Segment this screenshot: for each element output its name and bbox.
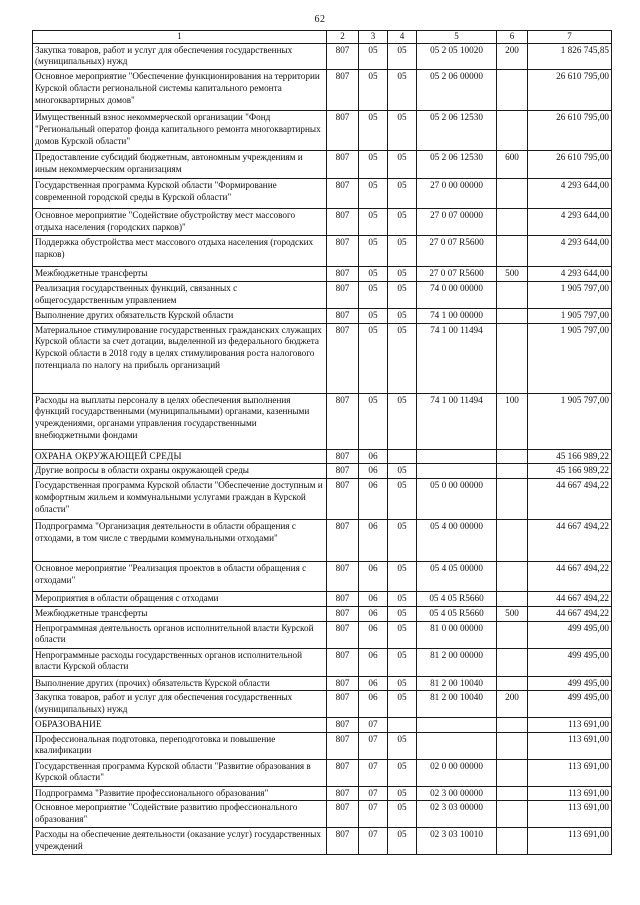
row-sum: 1 905 797,00 bbox=[528, 308, 612, 323]
row-subsection-code: 05 bbox=[388, 732, 417, 759]
row-sum: 1 826 745,85 bbox=[528, 43, 612, 70]
row-name: Другие вопросы в области охраны окружающей среды bbox=[33, 464, 327, 479]
row-subsection-code: 05 bbox=[388, 648, 417, 676]
row-section-code: 05 bbox=[359, 323, 388, 393]
row-subsection-code bbox=[388, 449, 417, 464]
row-subsection-code bbox=[388, 717, 417, 732]
row-section-code: 06 bbox=[359, 449, 388, 464]
row-ministry-code: 807 bbox=[327, 479, 359, 520]
row-ministry-code: 807 bbox=[327, 562, 359, 592]
header-ministry: 2 bbox=[327, 31, 359, 44]
row-expense-kind bbox=[497, 676, 528, 691]
row-sum: 4 293 644,00 bbox=[528, 179, 612, 209]
row-section-code: 06 bbox=[359, 621, 388, 648]
row-target-code bbox=[417, 717, 497, 732]
row-subsection-code: 05 bbox=[388, 70, 417, 111]
table-row bbox=[33, 281, 612, 308]
row-subsection-code: 05 bbox=[388, 479, 417, 520]
row-subsection-code: 05 bbox=[388, 801, 417, 828]
table-row bbox=[33, 209, 612, 236]
row-target-code: 74 1 00 11494 bbox=[417, 393, 497, 449]
row-ministry-code: 807 bbox=[327, 179, 359, 209]
row-ministry-code: 807 bbox=[327, 828, 359, 855]
table-row bbox=[33, 801, 612, 828]
header-subsection: 4 bbox=[388, 31, 417, 44]
row-subsection-code: 05 bbox=[388, 323, 417, 393]
row-sum: 1 905 797,00 bbox=[528, 393, 612, 449]
table-row bbox=[33, 592, 612, 607]
row-ministry-code: 807 bbox=[327, 111, 359, 151]
row-sum: 113 691,00 bbox=[528, 786, 612, 801]
row-expense-kind bbox=[497, 179, 528, 209]
row-subsection-code: 05 bbox=[388, 691, 417, 718]
row-ministry-code: 807 bbox=[327, 151, 359, 179]
row-expense-kind bbox=[497, 759, 528, 786]
row-ministry-code: 807 bbox=[327, 520, 359, 562]
header-target: 5 bbox=[417, 31, 497, 44]
row-section-code: 05 bbox=[359, 209, 388, 236]
row-ministry-code: 807 bbox=[327, 676, 359, 691]
row-sum: 499 495,00 bbox=[528, 621, 612, 648]
row-subsection-code: 05 bbox=[388, 179, 417, 209]
row-sum: 113 691,00 bbox=[528, 732, 612, 759]
row-name: Закупка товаров, работ и услуг для обеспечения государственных (муниципальных) нужд bbox=[33, 43, 327, 70]
row-sum: 113 691,00 bbox=[528, 828, 612, 855]
row-ministry-code: 807 bbox=[327, 592, 359, 607]
table-row bbox=[33, 236, 612, 267]
row-ministry-code: 807 bbox=[327, 236, 359, 267]
row-target-code: 05 2 06 00000 bbox=[417, 70, 497, 111]
row-sum: 499 495,00 bbox=[528, 648, 612, 676]
table-row bbox=[33, 691, 612, 718]
row-expense-kind bbox=[497, 520, 528, 562]
row-target-code: 05 4 00 00000 bbox=[417, 520, 497, 562]
table-row bbox=[33, 70, 612, 111]
row-ministry-code: 807 bbox=[327, 606, 359, 621]
row-target-code: 05 0 00 00000 bbox=[417, 479, 497, 520]
row-sum: 44 667 494,22 bbox=[528, 592, 612, 607]
row-target-code bbox=[417, 464, 497, 479]
row-name: Основное мероприятие "Реализация проектов в области обращения с отходами" bbox=[33, 562, 327, 592]
row-name: ОБРАЗОВАНИЕ bbox=[33, 717, 327, 732]
table-row bbox=[33, 786, 612, 801]
row-target-code: 81 2 00 10040 bbox=[417, 691, 497, 718]
row-ministry-code: 807 bbox=[327, 801, 359, 828]
row-subsection-code: 05 bbox=[388, 267, 417, 282]
row-section-code: 06 bbox=[359, 562, 388, 592]
row-subsection-code: 05 bbox=[388, 151, 417, 179]
row-sum: 26 610 795,00 bbox=[528, 111, 612, 151]
row-section-code: 06 bbox=[359, 676, 388, 691]
row-ministry-code: 807 bbox=[327, 393, 359, 449]
row-expense-kind bbox=[497, 308, 528, 323]
header-name: 1 bbox=[33, 31, 327, 44]
row-name: Основное мероприятие "Содействие развитию профессионального образования" bbox=[33, 801, 327, 828]
row-name: Профессиональная подготовка, переподготовка и повышение квалификации bbox=[33, 732, 327, 759]
row-target-code: 74 1 00 11494 bbox=[417, 323, 497, 393]
table-row bbox=[33, 43, 612, 70]
row-subsection-code: 05 bbox=[388, 209, 417, 236]
row-subsection-code: 05 bbox=[388, 281, 417, 308]
row-name: Поддержка обустройства мест массового отдыха населения (городских парков) bbox=[33, 236, 327, 267]
section-row bbox=[33, 717, 612, 732]
row-expense-kind bbox=[497, 621, 528, 648]
row-subsection-code: 05 bbox=[388, 308, 417, 323]
row-sum: 113 691,00 bbox=[528, 801, 612, 828]
row-ministry-code: 807 bbox=[327, 281, 359, 308]
row-name: Подпрограмма "Организация деятельности в области обращения с отходами, в том числе с твердыми коммунальными отходами" bbox=[33, 520, 327, 562]
row-name: Государственная программа Курской области "Формирование современной городской среды в Курской области" bbox=[33, 179, 327, 209]
table-row bbox=[33, 308, 612, 323]
row-expense-kind bbox=[497, 281, 528, 308]
row-subsection-code: 05 bbox=[388, 786, 417, 801]
row-name: Мероприятия в области обращения с отходами bbox=[33, 592, 327, 607]
row-sum: 1 905 797,00 bbox=[528, 323, 612, 393]
row-sum: 4 293 644,00 bbox=[528, 236, 612, 267]
row-target-code: 05 2 05 10020 bbox=[417, 43, 497, 70]
row-name: Материальное стимулирование государственных гражданских служащих Курской области за счет дотации, выделенной из федерального бюджета Курской области в 2018 году в целях стимулирования роста налогового потенциала по налогу на прибыль организаций bbox=[33, 323, 327, 393]
page-number: 62 bbox=[314, 14, 326, 25]
row-subsection-code: 05 bbox=[388, 236, 417, 267]
row-sum: 44 667 494,22 bbox=[528, 606, 612, 621]
row-ministry-code: 807 bbox=[327, 464, 359, 479]
row-subsection-code: 05 bbox=[388, 828, 417, 855]
table-row bbox=[33, 606, 612, 621]
row-section-code: 05 bbox=[359, 308, 388, 323]
row-ministry-code: 807 bbox=[327, 717, 359, 732]
row-ministry-code: 807 bbox=[327, 209, 359, 236]
row-name: Межбюджетные трансферты bbox=[33, 267, 327, 282]
row-subsection-code: 05 bbox=[388, 43, 417, 70]
row-expense-kind bbox=[497, 828, 528, 855]
row-target-code: 27 0 07 R5600 bbox=[417, 236, 497, 267]
row-subsection-code: 05 bbox=[388, 562, 417, 592]
row-section-code: 07 bbox=[359, 759, 388, 786]
row-sum: 113 691,00 bbox=[528, 717, 612, 732]
table-row bbox=[33, 479, 612, 520]
row-name: Закупка товаров, работ и услуг для обеспечения государственных (муниципальных) нужд bbox=[33, 691, 327, 718]
row-sum: 44 667 494,22 bbox=[528, 479, 612, 520]
row-ministry-code: 807 bbox=[327, 267, 359, 282]
row-target-code: 27 0 07 R5600 bbox=[417, 267, 497, 282]
row-expense-kind bbox=[497, 648, 528, 676]
row-target-code: 02 3 03 10010 bbox=[417, 828, 497, 855]
row-section-code: 05 bbox=[359, 267, 388, 282]
row-subsection-code: 05 bbox=[388, 759, 417, 786]
table-row bbox=[33, 648, 612, 676]
row-target-code: 81 0 00 00000 bbox=[417, 621, 497, 648]
row-section-code: 05 bbox=[359, 43, 388, 70]
budget-table bbox=[32, 30, 612, 855]
row-name: Основное мероприятие "Содействие обустройству мест массового отдыха населения (городских парков)" bbox=[33, 209, 327, 236]
row-target-code bbox=[417, 732, 497, 759]
table-row bbox=[33, 562, 612, 592]
row-expense-kind: 200 bbox=[497, 691, 528, 718]
row-expense-kind bbox=[497, 562, 528, 592]
row-expense-kind bbox=[497, 111, 528, 151]
table-header-row bbox=[33, 31, 612, 44]
row-expense-kind: 200 bbox=[497, 43, 528, 70]
row-target-code: 74 1 00 00000 bbox=[417, 308, 497, 323]
row-expense-kind bbox=[497, 479, 528, 520]
row-target-code: 02 3 03 00000 bbox=[417, 801, 497, 828]
row-target-code: 02 3 00 00000 bbox=[417, 786, 497, 801]
table-row bbox=[33, 111, 612, 151]
row-section-code: 06 bbox=[359, 648, 388, 676]
row-ministry-code: 807 bbox=[327, 43, 359, 70]
row-section-code: 07 bbox=[359, 828, 388, 855]
row-name: Межбюджетные трансферты bbox=[33, 606, 327, 621]
row-expense-kind bbox=[497, 717, 528, 732]
row-ministry-code: 807 bbox=[327, 449, 359, 464]
row-target-code: 05 2 06 12530 bbox=[417, 151, 497, 179]
row-subsection-code: 05 bbox=[388, 464, 417, 479]
row-ministry-code: 807 bbox=[327, 308, 359, 323]
row-section-code: 05 bbox=[359, 236, 388, 267]
row-sum: 4 293 644,00 bbox=[528, 209, 612, 236]
row-section-code: 06 bbox=[359, 520, 388, 562]
row-target-code: 05 4 05 R5660 bbox=[417, 592, 497, 607]
header-kind: 6 bbox=[497, 31, 528, 44]
row-subsection-code: 05 bbox=[388, 621, 417, 648]
row-target-code: 74 0 00 00000 bbox=[417, 281, 497, 308]
table-row bbox=[33, 732, 612, 759]
row-expense-kind: 500 bbox=[497, 606, 528, 621]
table-row bbox=[33, 267, 612, 282]
row-expense-kind bbox=[497, 70, 528, 111]
table-row bbox=[33, 520, 612, 562]
row-expense-kind bbox=[497, 801, 528, 828]
row-subsection-code: 05 bbox=[388, 520, 417, 562]
row-expense-kind bbox=[497, 786, 528, 801]
row-name: Реализация государственных функций, связанных с общегосударственным управлением bbox=[33, 281, 327, 308]
row-section-code: 07 bbox=[359, 717, 388, 732]
row-section-code: 06 bbox=[359, 592, 388, 607]
row-sum: 499 495,00 bbox=[528, 691, 612, 718]
row-sum: 113 691,00 bbox=[528, 759, 612, 786]
table-row bbox=[33, 676, 612, 691]
row-target-code: 81 2 00 00000 bbox=[417, 648, 497, 676]
row-section-code: 05 bbox=[359, 151, 388, 179]
table-row bbox=[33, 323, 612, 393]
table-row bbox=[33, 621, 612, 648]
row-name: ОХРАНА ОКРУЖАЮЩЕЙ СРЕДЫ bbox=[33, 449, 327, 464]
row-ministry-code: 807 bbox=[327, 323, 359, 393]
row-name: Государственная программа Курской области "Обеспечение доступным и комфортным жильем и коммунальными услугами граждан в Курской области" bbox=[33, 479, 327, 520]
row-ministry-code: 807 bbox=[327, 621, 359, 648]
row-ministry-code: 807 bbox=[327, 648, 359, 676]
table-row bbox=[33, 393, 612, 449]
row-target-code: 02 0 00 00000 bbox=[417, 759, 497, 786]
row-expense-kind bbox=[497, 236, 528, 267]
row-name: Расходы на выплаты персоналу в целях обеспечения выполнения функций государственными (муниципальными) органами, казенными учреждениями, органами управления государственными внебюджетными фондами bbox=[33, 393, 327, 449]
row-name: Выполнение других (прочих) обязательств Курской области bbox=[33, 676, 327, 691]
row-ministry-code: 807 bbox=[327, 691, 359, 718]
table-row bbox=[33, 179, 612, 209]
row-target-code: 05 2 06 12530 bbox=[417, 111, 497, 151]
row-target-code: 27 0 00 00000 bbox=[417, 179, 497, 209]
row-sum: 499 495,00 bbox=[528, 676, 612, 691]
row-target-code: 05 4 05 00000 bbox=[417, 562, 497, 592]
row-section-code: 06 bbox=[359, 691, 388, 718]
table-row bbox=[33, 828, 612, 855]
row-section-code: 05 bbox=[359, 70, 388, 111]
row-ministry-code: 807 bbox=[327, 759, 359, 786]
row-target-code: 05 4 05 R5660 bbox=[417, 606, 497, 621]
row-section-code: 07 bbox=[359, 732, 388, 759]
row-ministry-code: 807 bbox=[327, 786, 359, 801]
row-sum: 44 667 494,22 bbox=[528, 520, 612, 562]
row-section-code: 05 bbox=[359, 179, 388, 209]
table-row bbox=[33, 759, 612, 786]
header-sum: 7 bbox=[528, 31, 612, 44]
row-section-code: 06 bbox=[359, 464, 388, 479]
row-subsection-code: 05 bbox=[388, 676, 417, 691]
row-section-code: 05 bbox=[359, 111, 388, 151]
row-subsection-code: 05 bbox=[388, 111, 417, 151]
row-subsection-code: 05 bbox=[388, 592, 417, 607]
row-target-code bbox=[417, 449, 497, 464]
row-name: Непрограммные расходы государственных органов исполнительной власти Курской области bbox=[33, 648, 327, 676]
row-name: Государственная программа Курской области "Развитие образования в Курской области" bbox=[33, 759, 327, 786]
row-section-code: 05 bbox=[359, 281, 388, 308]
row-expense-kind bbox=[497, 464, 528, 479]
row-sum: 4 293 644,00 bbox=[528, 267, 612, 282]
row-name: Выполнение других обязательств Курской области bbox=[33, 308, 327, 323]
row-name: Имущественный взнос некоммерческой организации "Фонд "Региональный оператор фонда капитального ремонта многоквартирных домов Курской области" bbox=[33, 111, 327, 151]
row-name: Непрограммная деятельность органов исполнительной власти Курской области bbox=[33, 621, 327, 648]
row-expense-kind bbox=[497, 323, 528, 393]
row-section-code: 06 bbox=[359, 479, 388, 520]
row-section-code: 06 bbox=[359, 606, 388, 621]
row-name: Расходы на обеспечение деятельности (оказание услуг) государственных учреждений bbox=[33, 828, 327, 855]
row-name: Основное мероприятие "Обеспечение функционирования на территории Курской области региональной системы капитального ремонта многоквартирных домов" bbox=[33, 70, 327, 111]
row-expense-kind bbox=[497, 209, 528, 236]
row-sum: 1 905 797,00 bbox=[528, 281, 612, 308]
row-subsection-code: 05 bbox=[388, 393, 417, 449]
row-sum: 44 667 494,22 bbox=[528, 562, 612, 592]
row-expense-kind: 100 bbox=[497, 393, 528, 449]
row-section-code: 07 bbox=[359, 801, 388, 828]
row-ministry-code: 807 bbox=[327, 70, 359, 111]
row-name: Подпрограмма "Развитие профессионального образования" bbox=[33, 786, 327, 801]
row-target-code: 81 2 00 10040 bbox=[417, 676, 497, 691]
row-sum: 26 610 795,00 bbox=[528, 151, 612, 179]
row-section-code: 07 bbox=[359, 786, 388, 801]
row-sum: 45 166 989,22 bbox=[528, 449, 612, 464]
row-expense-kind bbox=[497, 449, 528, 464]
row-expense-kind: 600 bbox=[497, 151, 528, 179]
row-expense-kind: 500 bbox=[497, 267, 528, 282]
row-expense-kind bbox=[497, 592, 528, 607]
row-section-code: 05 bbox=[359, 393, 388, 449]
section-row bbox=[33, 449, 612, 464]
table-row bbox=[33, 464, 612, 479]
row-expense-kind bbox=[497, 732, 528, 759]
row-subsection-code: 05 bbox=[388, 606, 417, 621]
row-ministry-code: 807 bbox=[327, 732, 359, 759]
row-name: Предоставление субсидий бюджетным, автономным учреждениям и иным некоммерческим организациям bbox=[33, 151, 327, 179]
row-target-code: 27 0 07 00000 bbox=[417, 209, 497, 236]
row-sum: 26 610 795,00 bbox=[528, 70, 612, 111]
row-sum: 45 166 989,22 bbox=[528, 464, 612, 479]
header-section: 3 bbox=[359, 31, 388, 44]
table-row bbox=[33, 151, 612, 179]
